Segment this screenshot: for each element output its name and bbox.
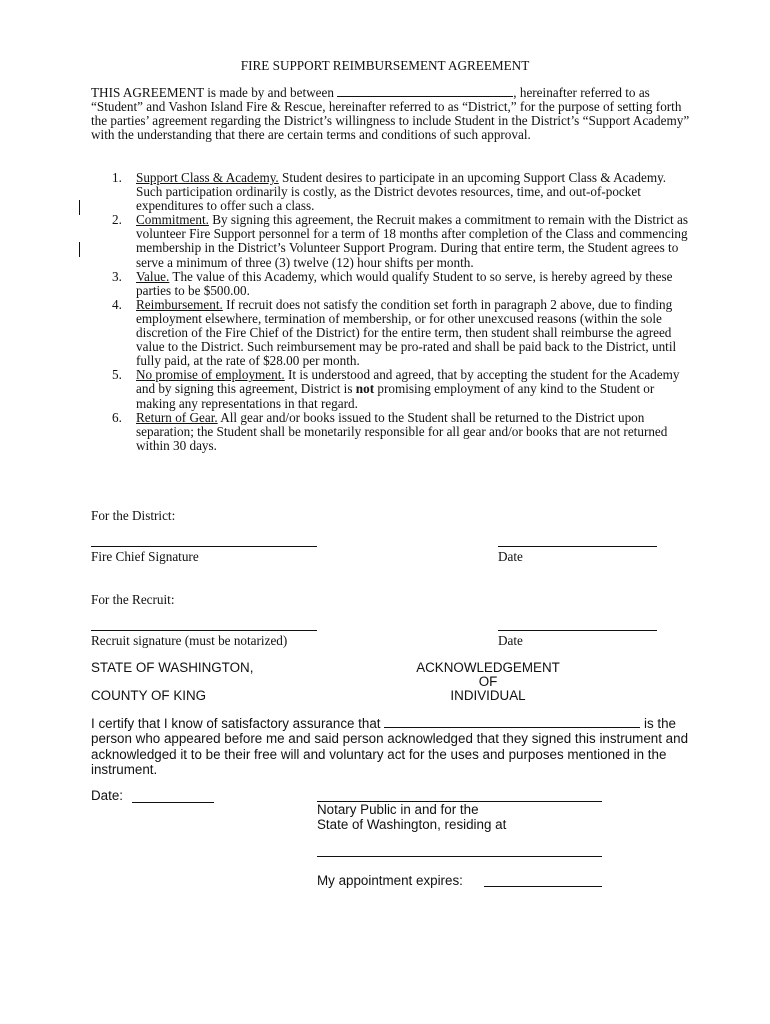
clause-item xyxy=(91,368,691,410)
fire-chief-signature-label: Fire Chief Signature xyxy=(91,549,199,564)
notary-public-label: Notary Public in and for the xyxy=(317,802,479,817)
clause-text: All gear and/or books issued to the Student shall be returned to the District upon separation; the Student shall be monetarily responsible for all gear and/or books that are not returned within 30 days. xyxy=(136,409,668,453)
clause-item xyxy=(91,213,691,269)
clause-number: 3. xyxy=(112,268,122,284)
intro-text-end: , hereinafter referred to as “Student” and Vashon Island Fire & Rescue, hereinafter referred to as “District,” for the purpose of setting forth the parties’ agreement regarding the District’s willingness to include Student in the District’s “Support Academy” with the understanding that there are certain terms and conditions of such approval. xyxy=(91,85,690,143)
clause-number: 2. xyxy=(112,212,122,228)
clause-heading: Support Class & Academy. xyxy=(136,170,279,185)
recruit-date-line[interactable] xyxy=(498,630,657,631)
recruit-signature-line[interactable] xyxy=(91,630,317,631)
intro-paragraph xyxy=(91,86,691,142)
clause-heading: Value. xyxy=(136,268,170,284)
clause-item xyxy=(91,270,691,298)
acknowledgement-heading-individual: INDIVIDUAL xyxy=(450,688,526,703)
document-title: FIRE SUPPORT REIMBURSEMENT AGREEMENT xyxy=(240,58,530,73)
revision-marker xyxy=(79,200,80,215)
district-section-label: For the District: xyxy=(91,508,176,523)
county-label: COUNTY OF KING xyxy=(91,688,207,703)
recruit-signature-label: Recruit signature (must be notarized) xyxy=(91,633,288,648)
clause-heading: No promise of employment. xyxy=(136,367,285,383)
clause-list xyxy=(91,171,691,453)
clause-number: 1. xyxy=(112,170,122,185)
clause-item xyxy=(91,171,691,213)
notary-residence-label: State of Washington, residing at xyxy=(317,817,507,832)
appointment-expires-line[interactable] xyxy=(484,886,602,887)
appointment-expires-label: My appointment expires: xyxy=(317,873,463,888)
district-date-line[interactable] xyxy=(498,546,657,547)
clause-number: 5. xyxy=(112,367,122,383)
clause-text: If recruit does not satisfy the condition set forth in paragraph 2 above, due to finding employment elsewhere, termination of membership, or for other unexcused reasons (within the sole discretion of the Fire Chief of the District) for the entire term, then student shall reimburse the agreed value to the District. Such reimbursement may be pro-rated and shall be paid back to the District, until fully paid, at the rate of $28.00 per month. xyxy=(136,296,677,369)
acknowledgement-heading-of: OF xyxy=(478,674,498,689)
signer-name-blank[interactable] xyxy=(384,727,640,728)
revision-marker xyxy=(79,242,80,257)
student-name-blank[interactable] xyxy=(337,96,513,97)
certification-text-start: I certify that I know of satisfactory assurance that xyxy=(91,716,381,731)
intro-text-start: THIS AGREEMENT is made by and between xyxy=(91,85,334,100)
state-label: STATE OF WASHINGTON, xyxy=(91,660,254,675)
clause-text: It is understood and agreed, that by accepting the student for the Academy and by signing this agreement, District is xyxy=(136,367,680,397)
clause-text: By signing this agreement, the Recruit makes a commitment to remain with the District as volunteer Fire Support personnel for a term of 18 months after completion of the Class and commencing membership in the District’s Volunteer Support Program. During that entire term, the Student agrees to serve a minimum of three (3) twelve (12) hour shifts per month. xyxy=(136,212,688,270)
notary-residence-line[interactable] xyxy=(317,856,602,857)
clause-heading: Commitment. xyxy=(136,212,209,228)
certification-text-end: is the person who appeared before me and said person acknowledged that they signed this instrument and acknowledged it to be their free will and voluntary act for the uses and purposes mentioned in the instrument. xyxy=(91,716,689,778)
clause-emphasis: not xyxy=(355,381,375,397)
notary-date-label: Date: xyxy=(91,788,124,803)
district-date-label: Date xyxy=(498,549,523,564)
clause-heading: Reimbursement. xyxy=(136,296,223,312)
fire-chief-signature-line[interactable] xyxy=(91,546,317,547)
certification-paragraph xyxy=(91,716,691,778)
clause-item xyxy=(91,298,691,368)
clause-number: 6. xyxy=(112,409,122,425)
clause-heading: Return of Gear. xyxy=(136,409,218,425)
clause-text: Student desires to participate in an upcoming Support Class & Academy. Such participation ordinarily is costly, as the District devotes resources, time, and out-of-pocket expenditures to offer such a class. xyxy=(136,170,667,214)
recruit-section-label: For the Recruit: xyxy=(91,592,175,607)
acknowledgement-heading: ACKNOWLEDGEMENT xyxy=(416,660,560,675)
clause-text: The value of this Academy, which would qualify Student to so serve, is hereby agreed by these parties to be $500.00. xyxy=(136,268,673,298)
clause-number: 4. xyxy=(112,296,122,312)
clause-text: promising employment of any kind to the Student or making any representations in that regard. xyxy=(136,381,655,411)
recruit-date-label: Date xyxy=(498,633,523,648)
clause-item xyxy=(91,411,691,453)
notary-date-line[interactable] xyxy=(132,802,214,803)
